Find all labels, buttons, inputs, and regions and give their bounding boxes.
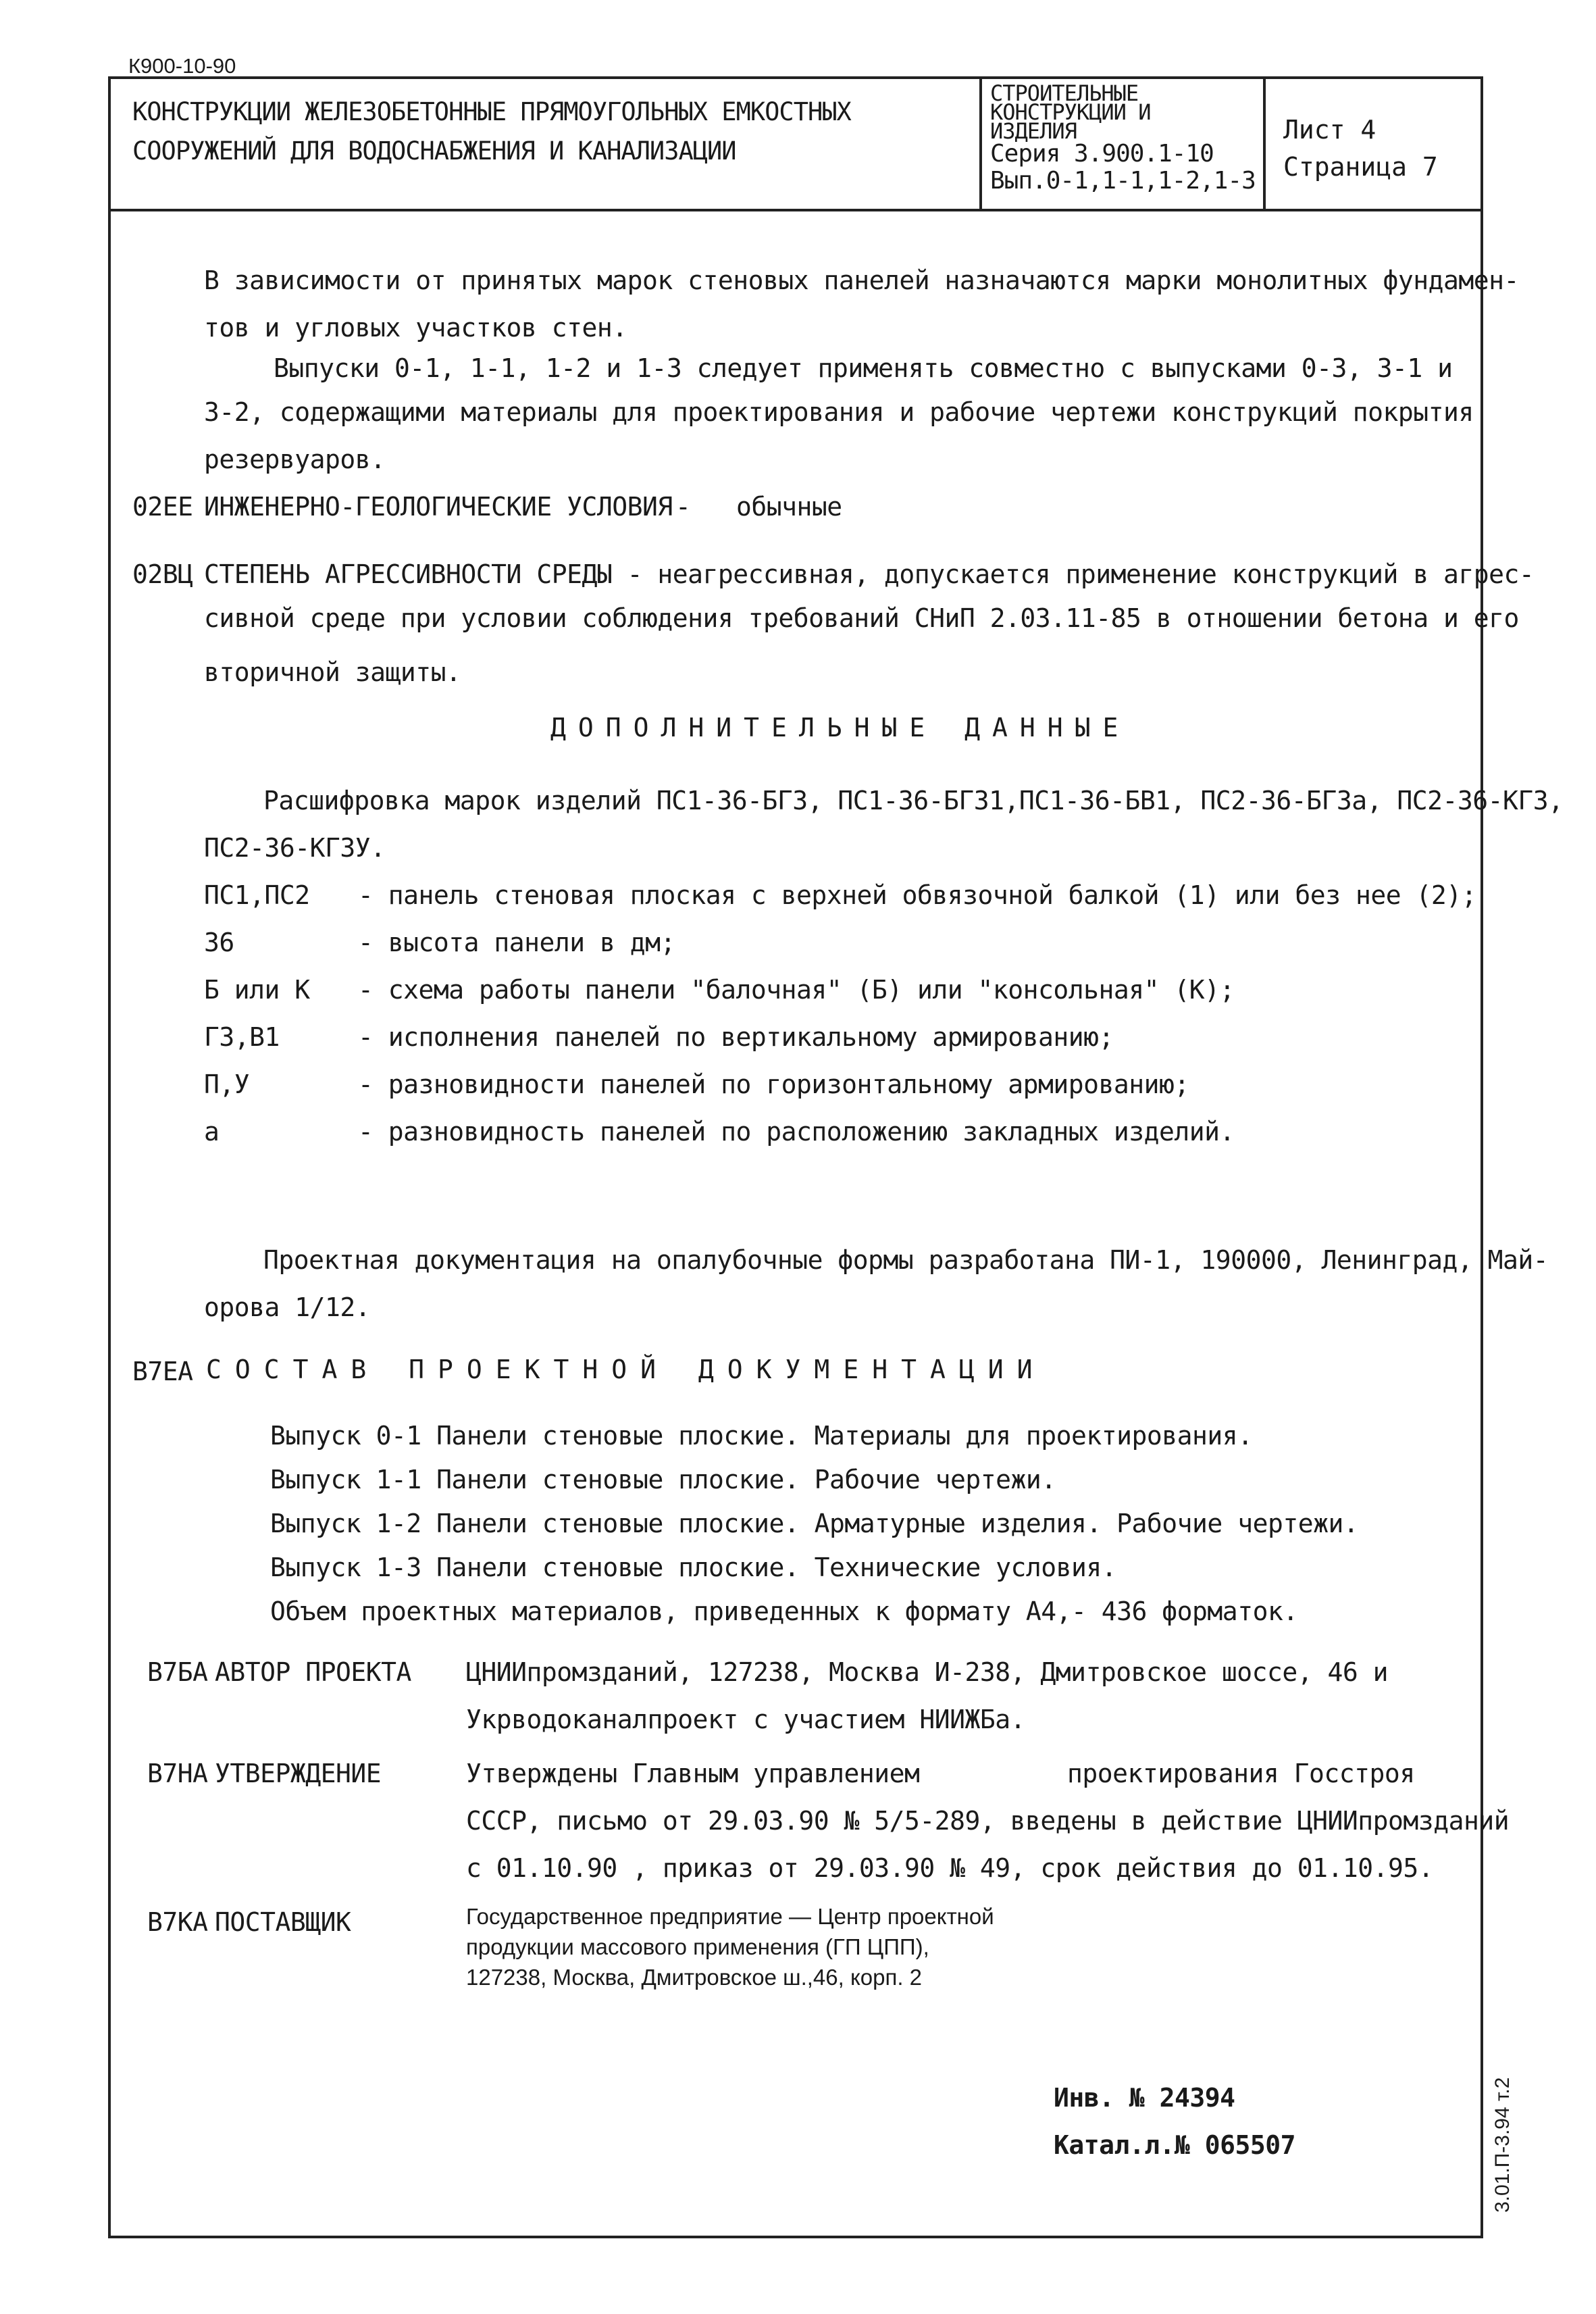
composition-heading: СОСТАВ ПРОЕКТНОЙ ДОКУМЕНТАЦИИ [206,1355,1046,1384]
aggression-line-3: вторичной защиты. [204,657,461,687]
supplier-line-2: продукции массового применения (ГП ЦПП), [466,1934,929,1959]
geo-dash: - [675,492,691,522]
mark-code: ГЗ,В1 [204,1022,280,1052]
composition-item: Выпуск 1-1 Панели стеновые плоские. Рабочие чертежи. [270,1465,1056,1494]
stamp-series: Серия 3.900.1-10 [990,140,1214,168]
mark-code: Б или К [204,975,310,1005]
marks-intro-line-2: ПС2-36-КГЗУ. [204,833,386,863]
catalog-sheet-number: Катал.л.№ 065507 [1054,2130,1296,2160]
approval-line-2: СССР, письмо от 29.03.90 № 5/5-289, введены в действие ЦНИИпромзданий [466,1806,1510,1836]
author-line-1: ЦНИИпромзданий, 127238, Москва И-238, Дмитровское шоссе, 46 и [466,1657,1389,1687]
stamp-title-line-1: КОНСТРУКЦИИ ЖЕЛЕЗОБЕТОННЫЕ ПРЯМОУГОЛЬНЫХ ЕМКОСТНЫХ [132,97,851,126]
paragraph-2-line-1: Выпуски 0-1, 1-1, 1-2 и 1-3 следует применять совместно с выпусками 0-3, 3-1 и [274,353,1453,383]
approval-code: В7НА [147,1759,208,1788]
supplier-code: В7КА [147,1907,208,1937]
stamp-issues: Вып.0-1,1-1,1-2,1-3 [990,167,1256,195]
composition-code: В7ЕА [132,1357,193,1386]
mark-code: П,У [204,1070,250,1099]
mark-description: - схема работы панели "балочная" (Б) или "консольная" (К); [358,975,1235,1005]
author-line-2: Укрводоканалпроект с участием НИИЖБа. [466,1705,1025,1734]
approval-line-1a: Утверждены Главным управлением [466,1759,920,1788]
mark-description: - панель стеновая плоская с верхней обвязочной балкой (1) или без нее (2); [358,880,1476,910]
page-number: Страница 7 [1283,152,1438,182]
composition-item: Выпуск 0-1 Панели стеновые плоские. Материалы для проектирования. [270,1421,1253,1451]
title-cell [108,76,982,209]
paragraph-1-line-2: тов и угловых участков стен. [204,313,627,343]
approval-line-1b: проектирования Госстроя [1067,1759,1415,1788]
mark-description: - высота панели в дм; [358,928,675,957]
composition-item: Выпуск 1-2 Панели стеновые плоские. Арматурные изделия. Рабочие чертежи. [270,1509,1359,1538]
mark-code: 36 [204,928,234,957]
volume-line: Объем проектных материалов, приведенных к формату А4,- 436 форматок. [270,1596,1298,1626]
mark-code: ПС1,ПС2 [204,880,310,910]
paragraph-2-line-2: 3-2, содержащими материалы для проектирования и рабочие чертежи конструкций покрытия [204,397,1474,427]
geo-label: ИНЖЕНЕРНО-ГЕОЛОГИЧЕСКИЕ УСЛОВИЯ [204,492,673,522]
mark-description: - разновидность панелей по расположению закладных изделий. [358,1117,1235,1147]
stamp-category-line-3: ИЗДЕЛИЯ [990,118,1077,144]
supplier-line-1: Государственное предприятие — Центр проектной [466,1904,994,1929]
approval-line-3: с 01.10.90 , приказ от 29.03.90 № 49, срок действия до 01.10.95. [466,1853,1434,1883]
project-line-2: орова 1/12. [204,1292,371,1322]
author-label: АВТОР ПРОЕКТА [215,1657,411,1687]
aggression-line-2: сивной среде при условии соблюдения требований СНиП 2.03.11-85 в отношении бетона и его [204,603,1519,633]
geo-value: обычные [736,492,842,522]
approval-label: УТВЕРЖДЕНИЕ [215,1759,382,1788]
document-code: К900-10-90 [128,54,236,78]
additional-data-heading: ДОПОЛНИТЕЛЬНЫЕ ДАННЫЕ [550,713,1131,743]
project-line-1: Проектная документация на опалубочные формы разработана ПИ-1, 190000, Ленинград, Май- [263,1245,1549,1275]
series-cell [979,76,1266,209]
composition-item: Выпуск 1-3 Панели стеновые плоские. Технические условия. [270,1553,1117,1582]
geo-code: 02ЕЕ [132,492,193,522]
aggression-line-1: СТЕПЕНЬ АГРЕССИВНОСТИ СРЕДЫ - неагрессивная, допускается применение конструкций в агрес- [204,559,1535,589]
side-stamp: 3.01.П-3.94 т.2 [1491,2077,1514,2213]
stamp-title-line-2: СООРУЖЕНИЙ ДЛЯ ВОДОСНАБЖЕНИЯ И КАНАЛИЗАЦИИ [132,136,736,166]
stamp-category-line-1: СТРОИТЕЛЬНЫЕ [990,80,1139,106]
paragraph-1-line-1: В зависимости от принятых марок стеновых панелей назначаются марки монолитных фундамен- [204,266,1519,295]
supplier-line-3: 127238, Москва, Дмитровское ш.,46, корп. 2 [466,1965,923,1990]
author-code: В7БА [147,1657,208,1687]
supplier-label: ПОСТАВЩИК [215,1907,351,1937]
inventory-number: Инв. № 24394 [1054,2083,1235,2113]
aggression-code: 02ВЦ [132,559,193,589]
paragraph-2-line-3: резервуаров. [204,445,386,474]
stamp-category-line-2: КОНСТРУКЦИИ И [990,99,1151,125]
mark-description: - исполнения панелей по вертикальному армированию; [358,1022,1114,1052]
mark-code: а [204,1117,220,1147]
mark-description: - разновидности панелей по горизонтальному армированию; [358,1070,1189,1099]
marks-intro-line-1: Расшифровка марок изделий ПС1-36-БГЗ, ПС1-36-БГЗ1,ПС1-36-БВ1, ПС2-36-БГЗа, ПС2-36-КГЗ, [263,786,1564,815]
sheet-number: Лист 4 [1283,115,1376,145]
title-block [108,76,1483,211]
